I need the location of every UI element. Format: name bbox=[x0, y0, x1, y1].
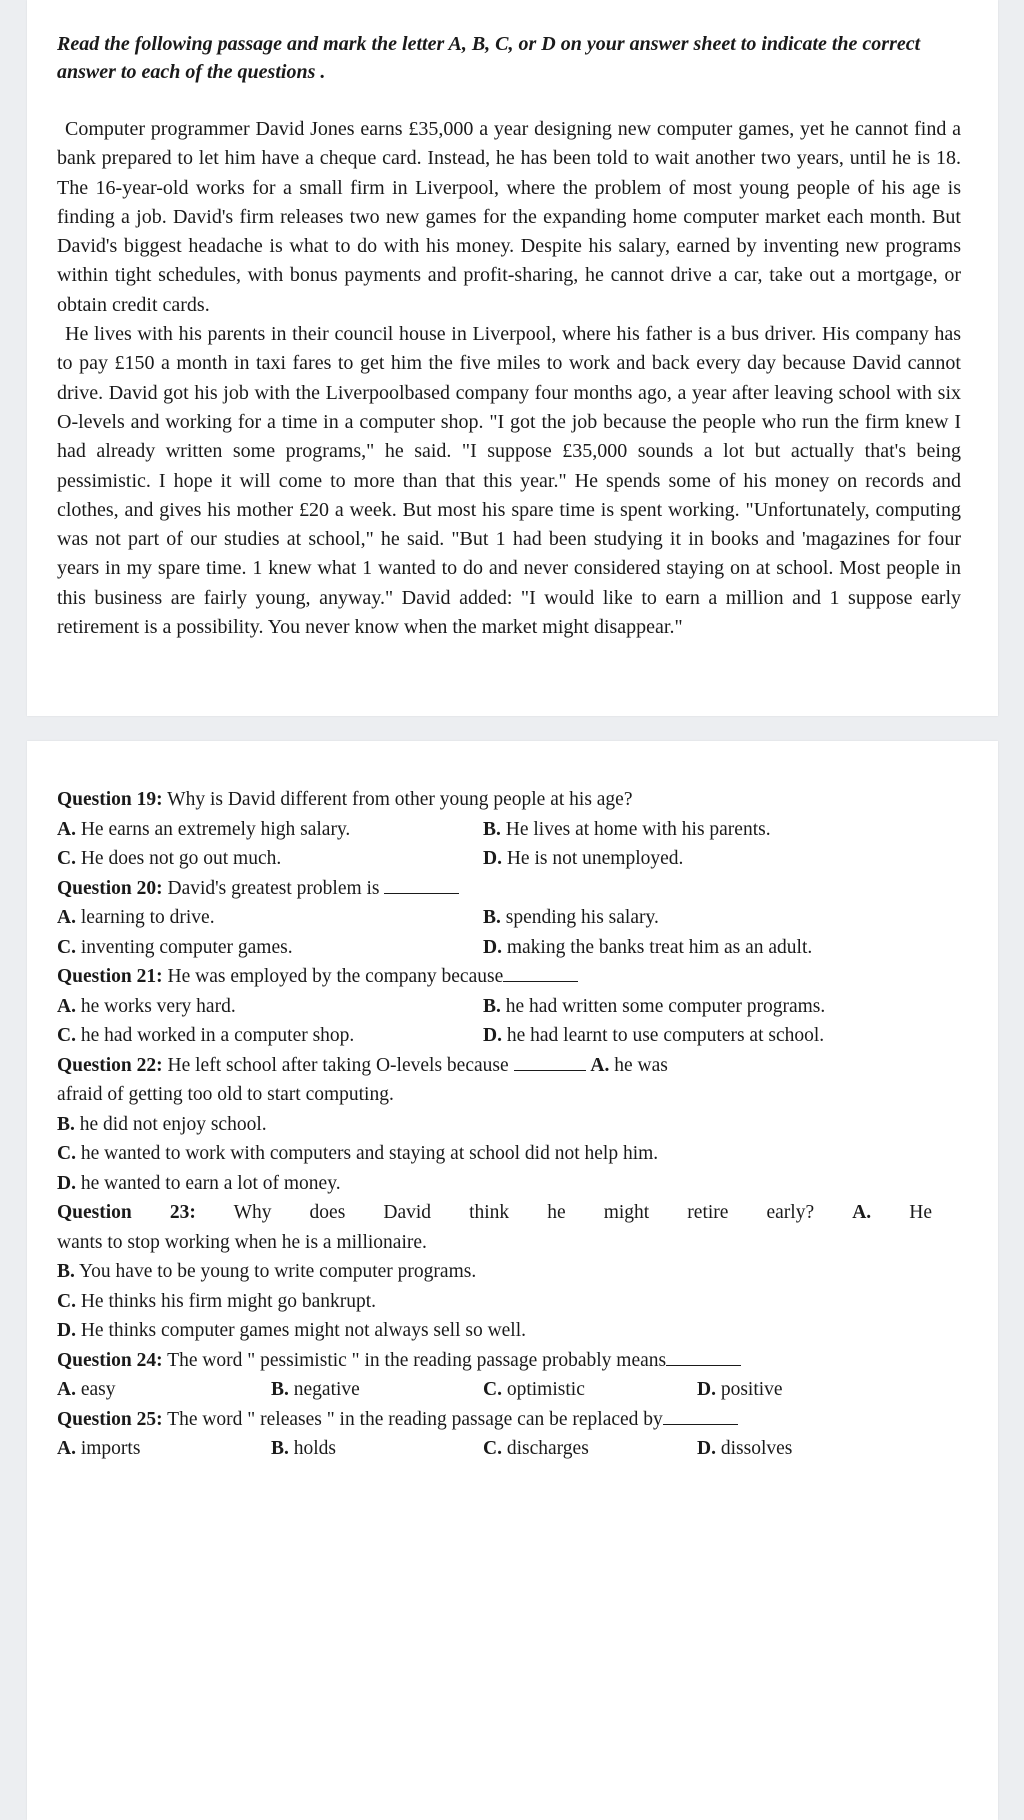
question-20-label: Question 20: bbox=[57, 877, 163, 899]
option-20-a: A. learning to drive. bbox=[57, 907, 215, 928]
option-24-d: D. positive bbox=[697, 1379, 783, 1400]
question-24-label: Question 24: bbox=[57, 1349, 163, 1371]
question-21-text: He was employed by the company because bbox=[162, 966, 504, 987]
questions-section bbox=[57, 785, 961, 1464]
question-21-label: Question 21: bbox=[57, 966, 163, 987]
option-22-a-part1: he was bbox=[609, 1054, 668, 1076]
option-25-c: C. discharges bbox=[483, 1438, 589, 1459]
option-23-d: D. He thinks computer games might not always sell so well. bbox=[57, 1320, 527, 1341]
answer-blank bbox=[666, 1346, 741, 1366]
option-25-b: B. holds bbox=[271, 1438, 337, 1459]
option-25-d: D. dissolves bbox=[697, 1438, 793, 1459]
question-24-text: The word " pessimistic " in the reading passage probably means bbox=[162, 1349, 667, 1371]
question-23-stem bbox=[57, 1198, 932, 1228]
answer-blank bbox=[384, 874, 459, 894]
question-23-label: Question 23: bbox=[57, 1202, 196, 1223]
question-20-options-ab bbox=[57, 903, 961, 933]
option-23-c: C. He thinks his firm might go bankrupt. bbox=[57, 1290, 377, 1312]
question-22-text: He left school after taking O-levels because bbox=[162, 1054, 514, 1076]
question-21-stem bbox=[57, 962, 961, 992]
option-21-c: C. he had worked in a computer shop. bbox=[57, 1025, 355, 1046]
option-23-b: B. You have to be young to write computer programs. bbox=[57, 1261, 477, 1282]
option-19-a: A. He earns an extremely high salary. bbox=[57, 818, 351, 840]
question-19-options-cd bbox=[57, 844, 961, 874]
option-21-b: B. he had written some computer programs. bbox=[483, 995, 826, 1017]
option-19-c: C. He does not go out much. bbox=[57, 848, 282, 869]
option-23-a-continued: wants to stop working when he is a millionaire. bbox=[57, 1231, 427, 1253]
instruction-text: Read the following passage and mark the letter A, B, C, or D on your answer sheet to indicate the correct answer to each of the questions . bbox=[57, 33, 921, 83]
option-21-d: D. he had learnt to use computers at school. bbox=[483, 1025, 825, 1046]
passage-paragraph-1: Computer programmer David Jones earns £35,000 a year designing new computer games, yet he cannot find a bank prepared to let him have a cheque card. Instead, he has been told to wait another two years, until he is 18. The 16-year-old works for a small firm in Liverpool, where the problem of most young people of his age is finding a job. David's firm releases two new games for the expanding home computer market each month. But David's biggest headache is what to do with his money. Despite his salary, earned by inventing new programs within tight schedules, with bonus payments and profit-sharing, he cannot drive a car, take out a mortgage, or obtain credit cards. bbox=[57, 118, 961, 316]
answer-blank bbox=[514, 1051, 586, 1071]
question-25-options bbox=[57, 1434, 961, 1464]
option-22-a-continued: afraid of getting too old to start computing. bbox=[57, 1084, 394, 1105]
question-22-label: Question 22: bbox=[57, 1054, 163, 1076]
question-24-stem bbox=[57, 1346, 961, 1376]
question-19-text: Why is David different from other young people at his age? bbox=[162, 789, 633, 810]
option-22-a-letter: A. bbox=[590, 1054, 610, 1076]
option-25-a: A. imports bbox=[57, 1438, 141, 1459]
passage-paragraph-2: He lives with his parents in their council house in Liverpool, where his father is a bus driver. His company has to pay £150 a month in taxi fares to get him the five miles to work and back every day because David cannot drive. David got his job with the Liverpoolbased company four months ago, a year after leaving school with six O-levels and working for a time in a computer shop. "I got the job because the people who run the firm knew I had already written some programs," he said. "I suppose £35,000 sounds a lot but actually that's being pessimistic. I hope it will come to more than that this year." He spends some of his money on records and clothes, and gives his mother £20 a week. But most his spare time is spent working. "Unfortunately, computing was not part of our studies at school," he said. "But 1 had been studying it in books and 'magazines for four years in my spare time. 1 knew what 1 wanted to do and never considered staying on at school. Most people in this business are fairly young, anyway." David added: "I would like to earn a million and 1 suppose early retirement is a possibility. You never know when the market might disappear." bbox=[57, 323, 961, 639]
question-21-options-cd bbox=[57, 1021, 961, 1051]
option-24-b: B. negative bbox=[271, 1379, 360, 1400]
document-page-1 bbox=[27, 0, 998, 716]
document-page-2 bbox=[27, 741, 998, 1820]
question-19-label: Question 19: bbox=[57, 789, 163, 810]
option-19-b: B. He lives at home with his parents. bbox=[483, 818, 771, 840]
option-23-a-part1: He bbox=[871, 1202, 932, 1223]
question-25-label: Question 25: bbox=[57, 1408, 163, 1430]
option-22-b: B. he did not enjoy school. bbox=[57, 1113, 267, 1135]
answer-blank bbox=[663, 1405, 738, 1425]
question-20-options-cd bbox=[57, 933, 961, 963]
question-22-stem bbox=[57, 1051, 961, 1081]
question-20-stem bbox=[57, 874, 961, 904]
question-21-options-ab bbox=[57, 992, 961, 1022]
question-20-text: David's greatest problem is bbox=[162, 877, 385, 899]
option-20-c: C. inventing computer games. bbox=[57, 936, 293, 958]
option-20-b: B. spending his salary. bbox=[483, 907, 659, 928]
question-23-text: Why does David think he might retire early? bbox=[195, 1202, 815, 1223]
question-25-text: The word " releases " in the reading passage can be replaced by bbox=[162, 1408, 663, 1430]
reading-passage bbox=[57, 115, 961, 642]
option-22-d: D. he wanted to earn a lot of money. bbox=[57, 1172, 341, 1194]
question-19-options-ab bbox=[57, 815, 961, 845]
option-22-c: C. he wanted to work with computers and staying at school did not help him. bbox=[57, 1143, 659, 1164]
question-24-options bbox=[57, 1375, 961, 1405]
option-19-d: D. He is not unemployed. bbox=[483, 848, 684, 869]
option-21-a: A. he works very hard. bbox=[57, 995, 236, 1017]
question-25-stem bbox=[57, 1405, 961, 1435]
option-24-c: C. optimistic bbox=[483, 1379, 585, 1400]
option-24-a: A. easy bbox=[57, 1379, 116, 1400]
question-19-stem bbox=[57, 785, 961, 815]
option-23-a-letter: A. bbox=[852, 1202, 872, 1223]
option-20-d: D. making the banks treat him as an adult. bbox=[483, 936, 813, 958]
answer-blank bbox=[503, 962, 578, 982]
